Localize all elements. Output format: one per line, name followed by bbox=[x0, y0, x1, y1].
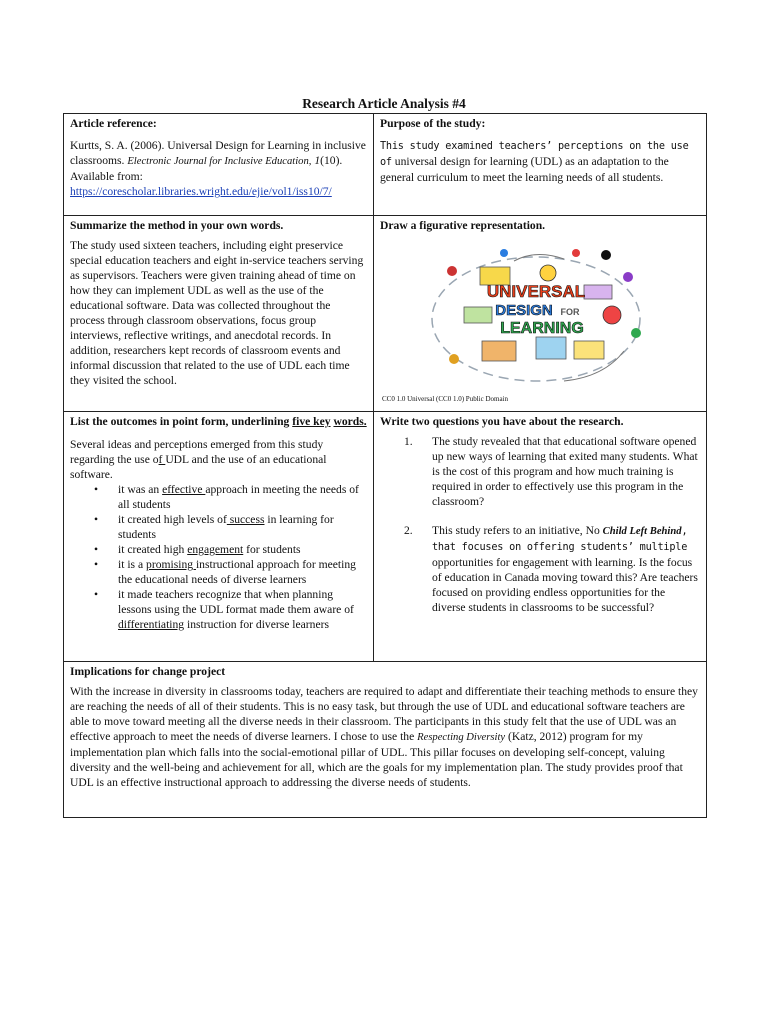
doodle-circle bbox=[603, 306, 621, 324]
doodle-block bbox=[574, 341, 604, 359]
outcomes-intro-text: Several ideas and perceptions emerged from this study regarding the use o bbox=[70, 438, 324, 466]
outcome-item bbox=[118, 512, 367, 542]
method-header: Summarize the method in your own words. bbox=[70, 219, 284, 232]
sketch-word-design: DESIGN bbox=[495, 302, 553, 319]
implications-text-1: With the increase in diversity in classrooms today, teachers are required to adapt and differentiate their teaching methods to ensure they are reaching the needs of all of their students. This is no easy task, but through the use of UDL and educational software teachers are able to move toward meeting all the diverse needs in their classroom. The participants in this study felt that the use of UDL was an effective approach to meet the needs of diverse learners. I chose to use the bbox=[70, 685, 698, 743]
udl-sketchnote bbox=[424, 241, 648, 391]
key-word: promising bbox=[146, 558, 196, 571]
row-implications bbox=[64, 662, 707, 818]
outcome-text: approach in meeting the needs of all students bbox=[118, 483, 359, 511]
article-url-link[interactable]: https://corescholar.libraries.wright.edu/ejie/vol1/iss10/7/ bbox=[70, 185, 332, 198]
orange-dot-icon bbox=[449, 354, 459, 364]
questions-list bbox=[380, 434, 700, 615]
key-word: engagement bbox=[187, 543, 244, 556]
outcomes-intro-text-2: UDL and the use of an educational software. bbox=[70, 453, 327, 481]
purpose-line1: This study examined teachers’ perceptions on the use of bbox=[380, 141, 689, 168]
implications-text bbox=[70, 684, 700, 790]
question-number: 2. bbox=[404, 524, 413, 537]
outcome-text: it is a bbox=[118, 558, 147, 571]
outcomes-list bbox=[70, 482, 367, 632]
outcome-text: instructional approach for meeting the educational needs of diverse learners bbox=[118, 558, 356, 586]
article-reference-cell bbox=[64, 114, 374, 216]
purple-dot-icon bbox=[623, 272, 633, 282]
page-title: Research Article Analysis #4 bbox=[302, 96, 466, 111]
outcome-text: it created high bbox=[118, 543, 188, 556]
black-dot-icon bbox=[601, 250, 611, 260]
row-reference bbox=[64, 114, 707, 216]
purpose-cell bbox=[374, 114, 707, 216]
questions-cell bbox=[374, 412, 707, 662]
outcome-text: in learning for students bbox=[118, 513, 334, 541]
article-reference-header: Article reference: bbox=[70, 117, 157, 130]
method-text: The study used sixteen teachers, including eight preservice special education teachers and eight in-service teachers serving as supervisors. Teachers were given training ahead of time on how they can implement UDL as well as the use of the educational software. Data was collected throughout the process through classroom observations, focus group interviews, reflective writings, and anecdotal records. In addition, researchers kept records of classroom events and informal discussion that related to the use of UDL each time they visited the school. bbox=[70, 239, 364, 387]
key-word: success bbox=[226, 513, 265, 526]
doodle-block bbox=[536, 337, 566, 359]
outcome-item bbox=[118, 557, 367, 587]
citation-text: Kurtts, S. A. (2006). Universal Design for Learning in inclusive classrooms. bbox=[70, 139, 366, 167]
question-text: The study revealed that that educational software opened up new ways of learning that exited many students. What is the cost of this program and how much training is required in order to effectively use this program in the classroom? bbox=[432, 435, 698, 508]
question-text: This study refers to an initiative, No bbox=[432, 524, 600, 537]
figure-caption: CC0 1.0 Universal (CC0 1.0) Public Domain bbox=[382, 395, 508, 403]
outcome-item bbox=[118, 482, 367, 512]
red-dot-icon bbox=[572, 249, 580, 257]
row-outcomes bbox=[64, 412, 707, 662]
outcomes-header bbox=[70, 414, 367, 429]
figure-cell bbox=[374, 216, 707, 412]
outcome-text: it was an bbox=[118, 483, 163, 496]
implications-cell bbox=[64, 662, 707, 818]
available-label: Available from: bbox=[70, 170, 143, 183]
key-word: effective bbox=[162, 483, 206, 496]
implications-italic: Respecting Diversity bbox=[417, 732, 506, 743]
doodle-block bbox=[482, 341, 516, 361]
analysis-table bbox=[63, 113, 707, 818]
outcomes-header-underlined: five key bbox=[292, 415, 331, 428]
question-italic: Child Left Behind bbox=[602, 526, 682, 537]
row-method bbox=[64, 216, 707, 412]
question-mono: , that focuses on offering students’ multiple bbox=[432, 526, 688, 553]
outcome-text: it made teachers recognize that when planning lessons using the UDL format made them aware of bbox=[118, 588, 354, 616]
outcome-item bbox=[118, 542, 367, 557]
outcomes-header-text: List the outcomes in point form, underlining bbox=[70, 415, 293, 428]
outcomes-intro-underlined: f bbox=[158, 453, 166, 466]
outcomes-header-underlined-2: words. bbox=[333, 415, 367, 428]
sketch-word-learning: LEARNING bbox=[500, 320, 584, 337]
purpose-text: universal design for learning (UDL) as an adaptation to the general curriculum to meet the learning needs of all students. bbox=[380, 155, 669, 184]
implications-header: Implications for change project bbox=[70, 665, 226, 678]
sketch-word-universal: UNIVERSAL bbox=[486, 282, 586, 301]
doodle-block bbox=[464, 307, 492, 323]
question-text-rest: opportunities for engagement with learning. Is the focus of education in Canada moving toward this? Are teachers focused on providing endless opportunities for the diverse students in classrooms to be successful? bbox=[432, 556, 698, 614]
outcome-text: it created high levels of bbox=[118, 513, 227, 526]
questions-header: Write two questions you have about the research. bbox=[380, 415, 624, 428]
question-number: 1. bbox=[404, 435, 413, 448]
figure-header: Draw a figurative representation. bbox=[380, 219, 546, 232]
outcome-item bbox=[118, 587, 367, 632]
outcomes-intro bbox=[70, 437, 367, 482]
outcomes-cell bbox=[64, 412, 374, 662]
blue-dot-icon bbox=[500, 249, 508, 257]
red-dot-icon bbox=[447, 266, 457, 276]
journal-volume: 1 bbox=[314, 154, 321, 167]
key-word: differentiating bbox=[118, 618, 185, 631]
doodle-block bbox=[584, 285, 612, 299]
question-item bbox=[404, 434, 700, 509]
method-cell bbox=[64, 216, 374, 412]
journal-name: Electronic Journal for Inclusive Education, bbox=[127, 156, 312, 167]
citation bbox=[70, 138, 367, 169]
outcome-text: for students bbox=[243, 543, 301, 556]
doodle-circle bbox=[540, 265, 556, 281]
udl-sketchnote-graphic bbox=[424, 241, 648, 391]
outcome-text: instruction for diverse learners bbox=[184, 618, 329, 631]
journal-issue: (10). bbox=[320, 154, 343, 167]
purpose-header: Purpose of the study: bbox=[380, 117, 486, 130]
implications-text-2: (Katz, 2012) program for my implementation plan which falls into the social-emotional pillar of UDL. This pillar focuses on developing self-concept, valuing diversity and the well-being and achievement for all, which are the goals for my implementation plan. The study provides proof that UDL is an effective instructional approach to addressing the diverse needs of students. bbox=[70, 730, 683, 789]
sketch-word-for: FOR bbox=[560, 307, 580, 317]
green-dot-icon bbox=[631, 328, 641, 338]
question-item bbox=[404, 523, 700, 615]
